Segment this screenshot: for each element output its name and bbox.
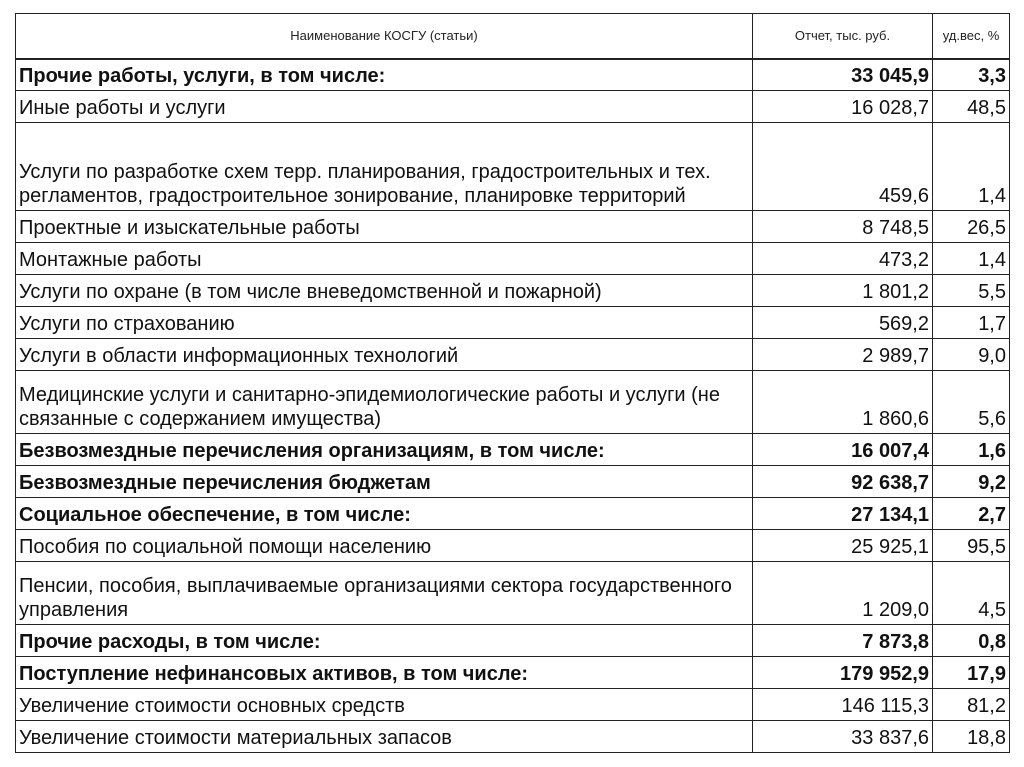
row-share-cell: 1,4 [933,243,1010,275]
row-report-cell: 473,2 [753,243,933,275]
row-share-cell: 48,5 [933,91,1010,123]
table-row [16,721,1010,753]
row-share-cell: 5,5 [933,275,1010,307]
row-name-cell: Услуги в области информационных технологий [16,339,753,371]
table-row [16,562,1010,625]
row-share-cell: 2,7 [933,498,1010,530]
table-body [16,59,1010,753]
row-name-cell: Услуги по страхованию [16,307,753,339]
row-share-cell: 81,2 [933,689,1010,721]
row-name-cell: Увеличение стоимости основных средств [16,689,753,721]
header-row [16,14,1010,59]
row-share-cell: 9,0 [933,339,1010,371]
row-share-cell: 1,6 [933,434,1010,466]
row-report-cell: 25 925,1 [753,530,933,562]
row-report-cell: 16 007,4 [753,434,933,466]
table-row [16,466,1010,498]
table-row [16,625,1010,657]
row-report-cell: 33 837,6 [753,721,933,753]
table-row [16,434,1010,466]
table-row [16,123,1010,211]
table-row [16,91,1010,123]
column-header-name: Наименование КОСГУ (статьи) [16,14,753,59]
row-name-cell: Проектные и изыскательные работы [16,211,753,243]
row-report-cell: 459,6 [753,123,933,211]
table-row [16,339,1010,371]
row-name-cell: Услуги по охране (в том числе вневедомственной и пожарной) [16,275,753,307]
row-share-cell: 1,7 [933,307,1010,339]
table-row [16,657,1010,689]
column-header-report: Отчет, тыс. руб. [753,14,933,59]
row-report-cell: 16 028,7 [753,91,933,123]
table-row [16,530,1010,562]
row-name-cell: Безвозмездные перечисления бюджетам [16,466,753,498]
row-report-cell: 1 801,2 [753,275,933,307]
row-share-cell: 17,9 [933,657,1010,689]
row-name-cell: Иные работы и услуги [16,91,753,123]
row-share-cell: 26,5 [933,211,1010,243]
row-share-cell: 5,6 [933,371,1010,434]
row-report-cell: 33 045,9 [753,59,933,91]
row-share-cell: 3,3 [933,59,1010,91]
row-name-cell: Прочие расходы, в том числе: [16,625,753,657]
table-row [16,498,1010,530]
row-name-cell: Безвозмездные перечисления организациям, в том числе: [16,434,753,466]
row-report-cell: 569,2 [753,307,933,339]
row-name-cell: Услуги по разработке схем терр. планирования, градостроительных и тех. регламентов, градостроительное зонирование, планировке территорий [16,123,753,211]
row-report-cell: 2 989,7 [753,339,933,371]
row-name-cell: Монтажные работы [16,243,753,275]
table-row [16,371,1010,434]
row-share-cell: 4,5 [933,562,1010,625]
row-share-cell: 95,5 [933,530,1010,562]
row-name-cell: Поступление нефинансовых активов, в том числе: [16,657,753,689]
row-share-cell: 18,8 [933,721,1010,753]
table-row [16,211,1010,243]
row-report-cell: 1 209,0 [753,562,933,625]
row-report-cell: 8 748,5 [753,211,933,243]
row-report-cell: 179 952,9 [753,657,933,689]
table-header [16,14,1010,59]
table-row [16,307,1010,339]
row-share-cell: 0,8 [933,625,1010,657]
row-report-cell: 7 873,8 [753,625,933,657]
row-name-cell: Увеличение стоимости материальных запасов [16,721,753,753]
table-row [16,275,1010,307]
row-name-cell: Медицинские услуги и санитарно-эпидемиологические работы и услуги (не связанные с содержанием имущества) [16,371,753,434]
row-report-cell: 1 860,6 [753,371,933,434]
row-report-cell: 27 134,1 [753,498,933,530]
kosgu-table [15,13,1010,753]
row-share-cell: 9,2 [933,466,1010,498]
row-name-cell: Прочие работы, услуги, в том числе: [16,59,753,91]
row-name-cell: Социальное обеспечение, в том числе: [16,498,753,530]
row-report-cell: 92 638,7 [753,466,933,498]
table-row [16,689,1010,721]
table-row [16,243,1010,275]
column-header-share: уд.вес, % [933,14,1010,59]
row-share-cell: 1,4 [933,123,1010,211]
row-name-cell: Пособия по социальной помощи населению [16,530,753,562]
row-name-cell: Пенсии, пособия, выплачиваемые организациями сектора государственного управления [16,562,753,625]
row-report-cell: 146 115,3 [753,689,933,721]
table-row [16,59,1010,91]
